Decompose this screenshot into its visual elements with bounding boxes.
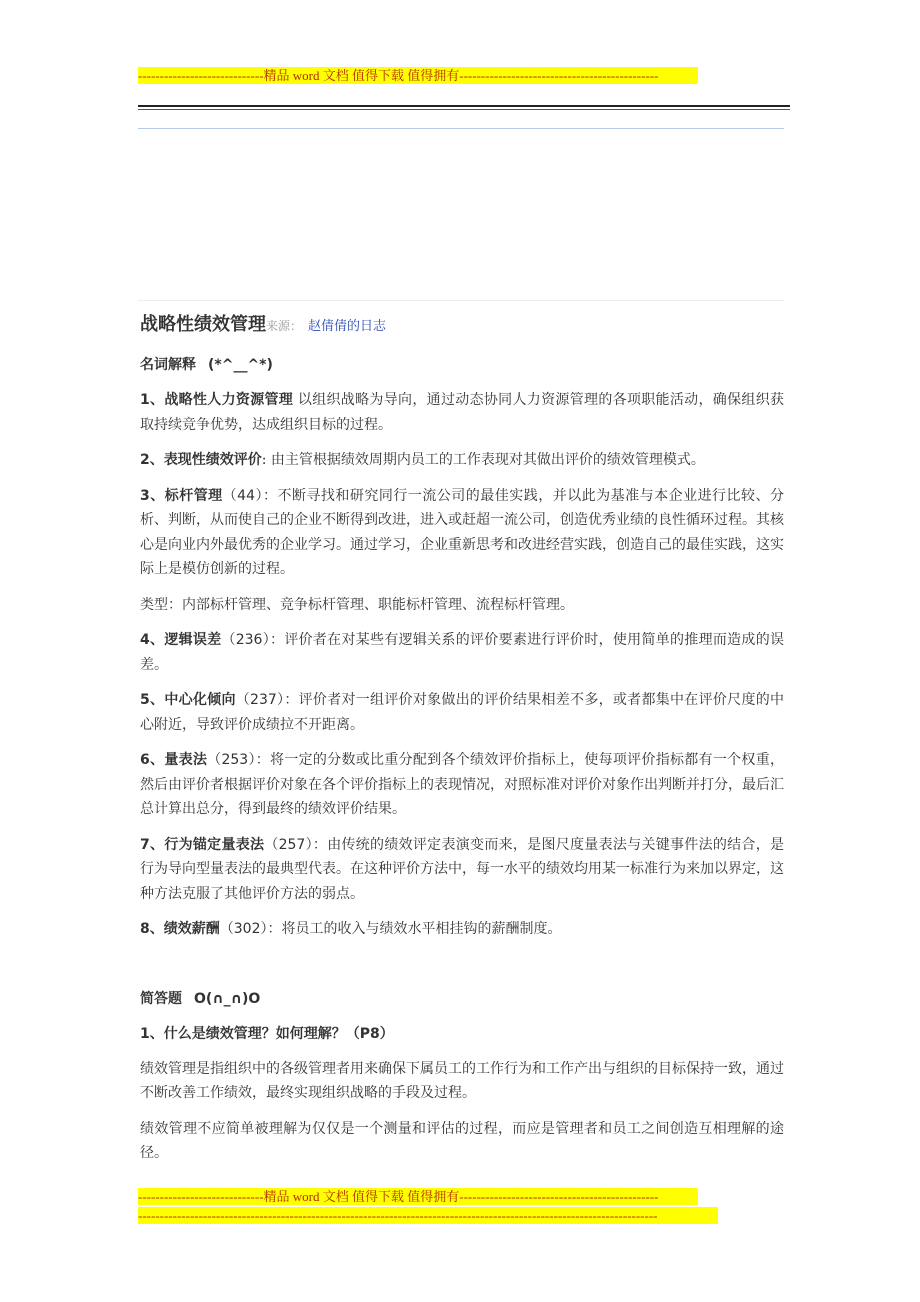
term-separator: ： [262,487,278,504]
section-heading-terms [140,354,784,376]
benchmark-types: 类型：内部标杆管理、竞争标杆管理、职能标杆管理、流程标杆管理。 [140,596,574,613]
header-banner: -----------------------------精品 word 文档 值得下载 值得拥有---------------------------------------------- [138,67,698,84]
page-reference: （302） [219,921,268,937]
term-number: 4、 [140,632,165,648]
term-definition-text: 将员工的收入与绩效水平相挂钩的薪酬制度。 [281,921,562,937]
term-definition [140,748,784,822]
term-definition [140,833,784,907]
footer-banner: -----------------------------精品 word 文档 值得下载 值得拥有---------------------------------------------- [138,1188,698,1205]
term-definition [140,917,784,942]
term-separator: ： [270,632,285,648]
section-heading-short-answer [140,988,784,1010]
term-number: 2、 [140,452,164,468]
term-definition-text: 将一定的分数或比重分配到各个绩效评价指标上，使每项评价指标都有一个权重，然后由评价者根据评价对象在各个评价指标上的表现情况，对照标准对评价对象作出判断并打分，最后汇总计算出总分，得到最终的绩效评价结果。 [140,752,785,817]
term-definition [140,628,784,677]
term-definition-text: 以组织战略为导向，通过动态协同人力资源管理的各项职能活动，确保组织获取持续竞争优势，达成组织目标的过程。 [140,392,785,433]
term-definition [140,688,784,737]
term-name: 量表法 [164,752,208,768]
page-reference: （44） [222,487,263,504]
source-link[interactable]: 赵倩倩的日志 [308,319,387,334]
article-title-row [140,312,784,340]
section-heading-text: 名词解释 [140,357,196,373]
section-heading-emoticon: O(∩_∩)O [194,990,261,1007]
term-number: 3、 [140,487,165,504]
header-rule-thick [138,105,790,107]
source-label: 来源： [266,319,303,333]
term-name: 逻辑误差 [164,632,222,648]
header-rule-thin [138,109,790,110]
article-body [140,312,784,1177]
page-reference: （237） [235,692,285,708]
term-definition [140,484,784,582]
page-reference: （253） [207,752,256,768]
term-list [140,388,784,582]
term-definition-text: 由传统的绩效评定表演变而来，是图尺度量表法与关键事件法的结合，是行为导向型量表法的最典型代表。在这种评价方法中，每一水平的绩效均用某一标准行为来加以界定，这种方法克服了其他评价方法的弱点。 [140,836,785,902]
term-separator: : [261,452,271,468]
term-name: 绩效薪酬 [163,921,220,937]
term-separator: ： [255,752,271,768]
article-title: 战略性绩效管理 [140,314,266,335]
term-definition-text: 评价者对一组评价对象做出的评价结果相差不多，或者都集中在评价尺度的中心附近，导致评价成绩拉不开距离。 [140,692,785,733]
term-name: 战略性人力资源管理 [164,392,294,408]
term-definition-text: 由主管根据绩效周期内员工的工作表现对其做出评价的绩效管理模式。 [270,452,705,468]
question-1: 1、什么是绩效管理？如何理解？（P8） [140,1025,394,1042]
answer-paragraph: 绩效管理是指组织中的各级管理者用来确保下属员工的工作行为和工作产出与组织的目标保持一致，通过不断改善工作绩效，最终实现组织战略的手段及过程。 [140,1060,784,1101]
term-separator: ： [312,836,328,853]
page-reference: （236） [221,632,271,648]
term-separator: ： [284,692,299,708]
term-number: 7、 [140,836,165,853]
term-name: 行为锚定量表法 [164,836,265,853]
section-heading-text: 简答题 [140,990,182,1007]
term-name: 标杆管理 [164,487,223,504]
term-name: 表现性绩效评价 [163,452,262,468]
footer-banner-dashes: ------------------------------------------------------------------------------------------------------------------------ [138,1207,718,1224]
term-number: 5、 [140,692,165,708]
term-definition [140,388,784,437]
term-definition-text: 评价者在对某些有逻辑关系的评价要素进行评价时，使用简单的推理而造成的误差。 [140,632,784,673]
term-name: 中心化倾向 [164,692,236,708]
section-heading-emoticon: (*^__^*) [208,357,273,373]
term-definition-text: 不断寻找和研究同行一流公司的最佳实践，并以此为基准与本企业进行比较、分析、判断，从而使自己的企业不断得到改进，进入或赶超一流公司，创造优秀业绩的良性循环过程。其核心是向业内外最优秀的企业学习。通过学习，企业重新思考和改进经营实践，创造自己的最佳实践，这实际上是模仿创新的过程。 [140,487,785,577]
term-number: 6、 [140,752,165,768]
faint-divider [138,300,784,301]
page-reference: （257） [264,836,313,853]
term-list-continued [140,628,784,942]
term-number: 1、 [140,392,165,408]
term-definition [140,448,784,473]
blue-divider [138,128,784,129]
answer-paragraph: 绩效管理不应简单被理解为仅仅是一个测量和评估的过程，而应是管理者和员工之间创造互相理解的途径。 [140,1120,784,1161]
term-separator: ： [267,921,282,937]
term-number: 8、 [140,921,164,937]
